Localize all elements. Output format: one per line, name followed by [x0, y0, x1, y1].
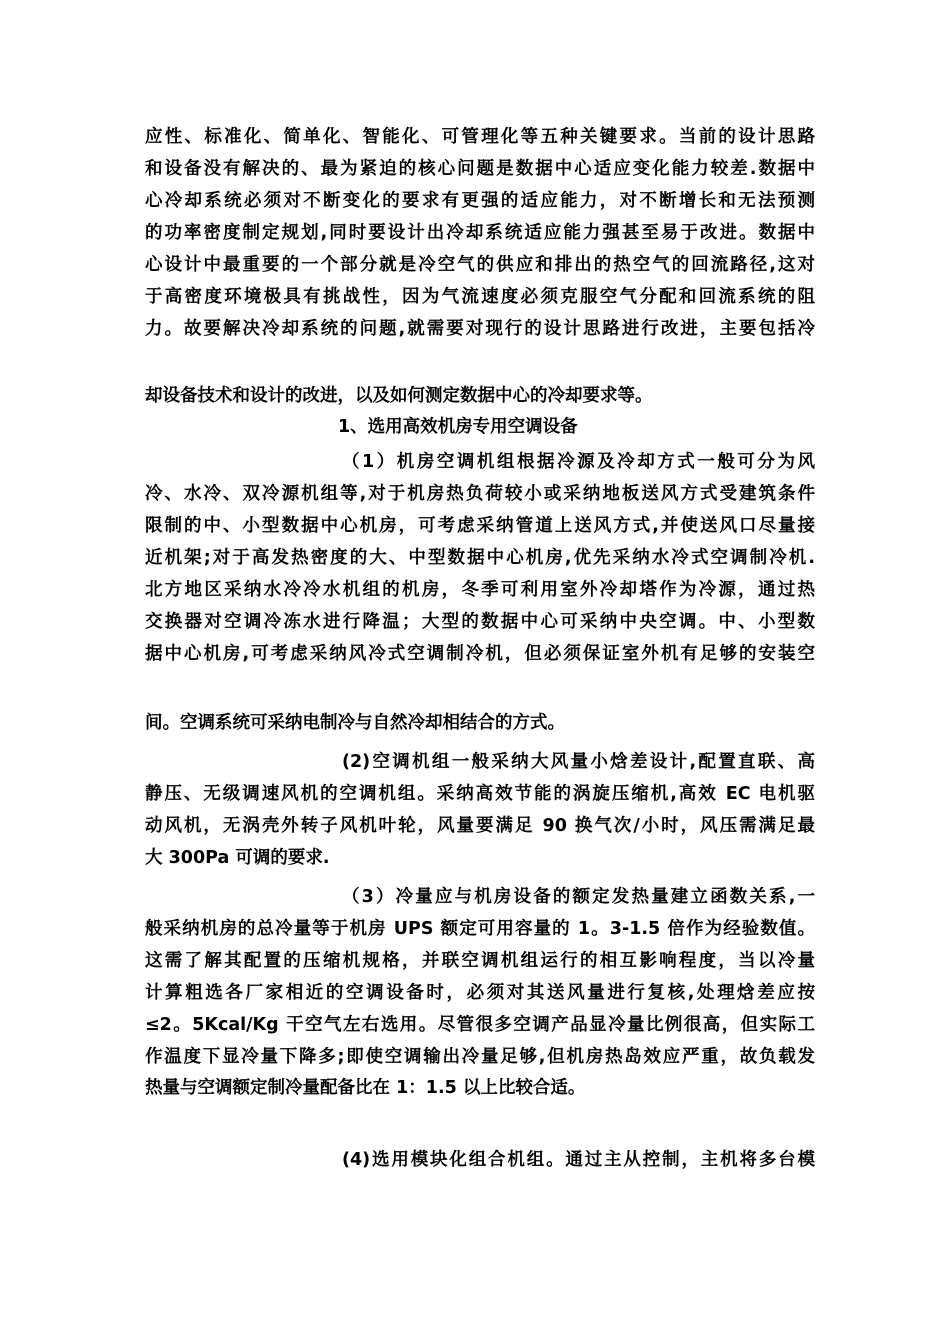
body-text: [145, 122, 815, 1202]
text-line: 般采纳机房的总冷量等于机房 UPS 额定可用容量的 1。3-1.5 倍作为经验数值。: [145, 919, 815, 939]
text-line: 应性、标准化、简单化、智能化、可管理化等五种关键要求。当前的设计思路: [145, 127, 815, 147]
text-line: 心冷却系统必须对不断变化的要求有更强的适应能力，对不断增长和无法预测: [145, 191, 815, 211]
text-line: 于高密度环境极具有挑战性，因为气流速度必须克服空气分配和回流系统的阻: [145, 287, 815, 307]
text-line: ≤2。5Kcal/Kg 干空气左右选用。尽管很多空调产品显冷量比例很高，但实际工: [145, 1015, 815, 1035]
text-line: 交换器对空调冷冻水进行降温；大型的数据中心可采纳中央空调。中、小型数: [145, 612, 815, 632]
text-line: 却设备技术和设计的改进，以及如何测定数据中心的冷却要求等。: [145, 386, 653, 406]
text-line: 北方地区采纳水冷冷水机组的机房，冬季可利用室外冷却塔作为冷源，通过热: [145, 580, 815, 600]
section-heading: 1、选用高效机房专用空调设备: [338, 417, 578, 437]
text-line: (2)空调机组一般采纳大风量小焓差设计,配置直联、高: [342, 752, 815, 772]
text-line: 据中心机房,可考虑采纳风冷式空调制冷机，但必须保证室外机有足够的安装空: [145, 644, 815, 664]
text-line: 的功率密度制定规划,同时要设计出冷却系统适应能力强甚至易于改进。数据中: [145, 223, 815, 243]
text-line: 热量与空调额定制冷量配备比在 1：1.5 以上比较合适。: [145, 1078, 586, 1098]
text-line: 这需了解其配置的压缩机规格，并联空调机组运行的相互影响程度，当以冷量: [145, 951, 815, 971]
text-line: （3）冷量应与机房设备的额定发热量建立函数关系,一: [342, 887, 815, 907]
text-line: 静压、无级调速风机的空调机组。采纳高效节能的涡旋压缩机,高效 EC 电机驱: [145, 784, 815, 804]
text-line: 和设备没有解决的、最为紧迫的核心问题是数据中心适应变化能力较差.数据中: [145, 159, 815, 179]
text-line: (4)选用模块化组合机组。通过主从控制，主机将多台模: [342, 1150, 815, 1170]
text-line: （1）机房空调机组根据冷源及冷却方式一般可分为风: [342, 452, 815, 472]
text-line: 近机架;对于高发热密度的大、中型数据中心机房,优先采纳水冷式空调制冷机.: [145, 548, 815, 568]
text-line: 作温度下显冷量下降多;即使空调输出冷量足够,但机房热岛效应严重，故负载发: [145, 1047, 815, 1067]
text-line: 限制的中、小型数据中心机房，可考虑采纳管道上送风方式,并使送风口尽量接: [145, 516, 815, 536]
text-line: 冷、水冷、双冷源机组等,对于机房热负荷较小或采纳地板送风方式受建筑条件: [145, 484, 815, 504]
text-line: 大 300Pa 可调的要求.: [145, 848, 330, 868]
text-line: 心设计中最重要的一个部分就是冷空气的供应和排出的热空气的回流路径,这对: [145, 255, 815, 275]
text-line: 计算粗选各厂家相近的空调设备时，必须对其送风量进行复核,处理焓差应按: [145, 983, 815, 1003]
text-line: 间。空调系统可采纳电制冷与自然冷却相结合的方式。: [145, 713, 565, 733]
text-line: 动风机，无涡壳外转子风机叶轮，风量要满足 90 换气次/小时，风压需满足最: [145, 816, 815, 836]
text-line: 力。故要解决冷却系统的问题,就需要对现行的设计思路进行改进，主要包括冷: [145, 319, 815, 339]
